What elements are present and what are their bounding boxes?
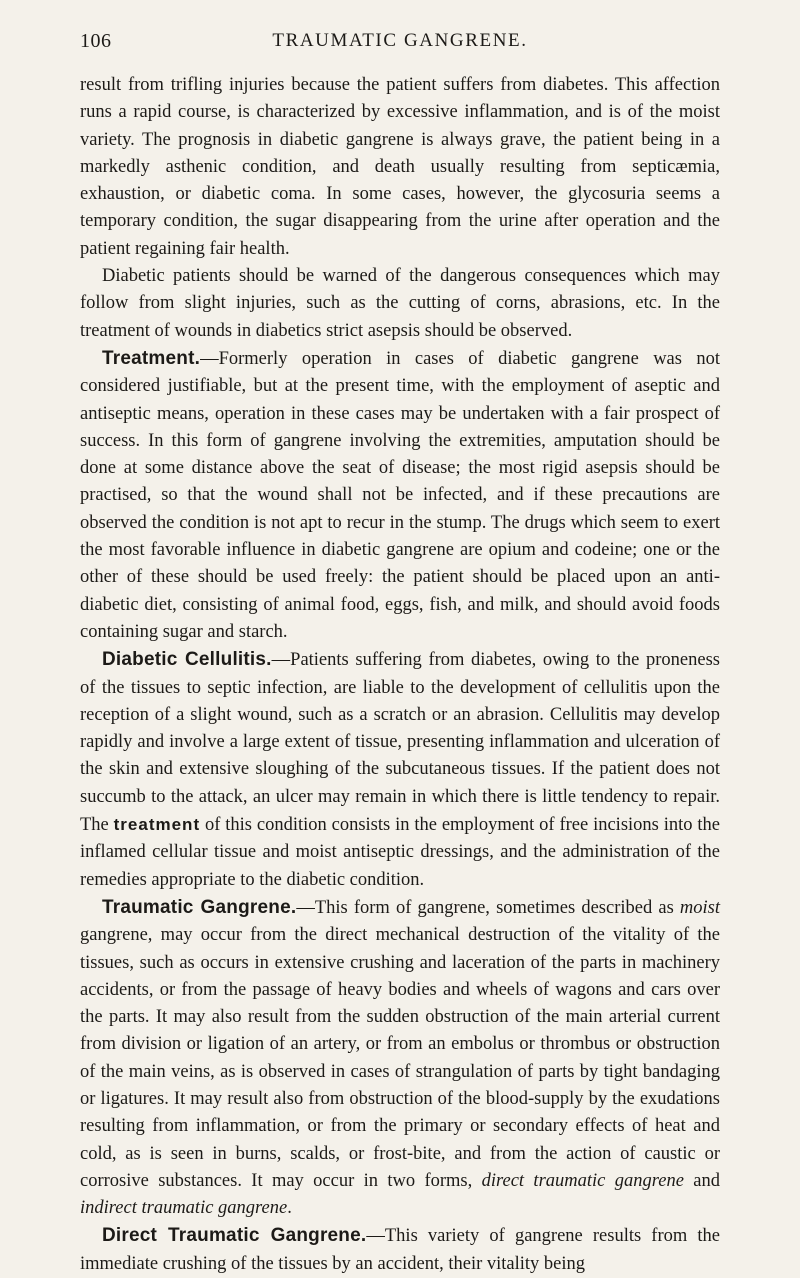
paragraph-text: —Patients suffering from diabetes, owing to the proneness of the tissues to septic infection, are liable to the development of cellulitis upon the reception of a slight wound, such as a scratch or an abrasion. Cellulitis may develop rapidly and involve a large extent of tissue, presenting inflammation and ulceration of the skin and extensive sloughing of the subcutaneous tissues. If the patient does not succumb to the attack, an ulcer may remain in which there is little tendency to repair. The [80, 650, 720, 836]
page-header [80, 30, 720, 56]
paragraph-text: result from trifling injuries because the patient suffers from diabetes. This affection runs a rapid course, is characterized by excessive inflammation, and is of the moist variety. The prognosis in diabetic gangrene is always grave, the patient being in a markedly asthenic condition, and death usually resulting from septicæmia, exhaustion, or diabetic coma. In some cases, however, the glycosuria seems a temporary condition, the sugar disappearing from the urine after operation and the patient regaining fair health. [80, 75, 720, 259]
section-heading-direct-traumatic-gangrene: Direct Traumatic Gangrene. [102, 1225, 367, 1247]
body-text [80, 72, 720, 1278]
paragraph-text: —Formerly operation in cases of diabetic gangrene was not considered justifiable, but at the present time, with the employment of aseptic and antiseptic means, operation in these cases may be undertaken with a fair prospect of success. In this form of gangrene involving the extremities, amputation should be done at some distance above the seat of disease; the most rigid asepsis should be practised, so that the wound shall not be infected, and if these precautions are observed the condition is not apt to recur in the stump. The drugs which seem to exert the most favorable influence in diabetic gangrene are opium and codeine; one or the other of these should be used freely: the patient should be placed upon an anti-diabetic diet, consisting of animal food, eggs, fish, and milk, and should avoid foods containing sugar and starch. [80, 348, 720, 642]
paragraph-text: of this condition consists in the employment of free incisions into the inflamed cellular tissue and moist antiseptic dressings, and the administration of the remedies appropriate to the diabetic condition. [80, 815, 720, 890]
paragraph-text: and [683, 1170, 720, 1191]
paragraph-text: gangrene, may occur from the direct mechanical destruction of the vitality of the tissues, such as occurs in extensive crushing and laceration of the parts in machinery accidents, or from the passage of heavy bodies and wheels of wagons and cars over the parts. It may also result from the sudden obstruction of the main arterial current from division or ligation of an artery, or from an embolus or thrombus or obstruction of the main veins, as is observed in cases of strangulation of parts by tight bandaging or ligatures. It may result also from obstruction of the blood-supply by the exudations resulting from inflammation, or from the primary or secondary effects of heat and cold, as is seen in burns, scalds, or frost-bite, and from the action of caustic or corrosive substances. It may occur in two forms, [80, 925, 720, 1191]
italic-term-indirect: indirect traumatic gangrene [80, 1198, 288, 1219]
section-heading-diabetic-cellulitis: Diabetic Cellulitis. [102, 649, 272, 671]
italic-term-moist: moist [679, 897, 720, 918]
running-head: TRAUMATIC GANGRENE. [272, 30, 528, 51]
paragraph-text: —This variety of gangrene results from the immediate crushing of the tissues by an accident, their vitality being [80, 1226, 721, 1274]
paragraph-diabetic-cellulitis [80, 646, 720, 894]
paragraph-traumatic-gangrene [80, 894, 720, 1223]
italic-term-direct: direct traumatic gangrene [481, 1170, 684, 1191]
section-heading-treatment: Treatment. [102, 347, 201, 369]
paragraph-text: . [287, 1198, 292, 1219]
paragraph-direct-traumatic-gangrene [80, 1222, 720, 1278]
section-heading-traumatic-gangrene: Traumatic Gangrene. [102, 896, 297, 918]
paragraph-warning [80, 263, 720, 345]
paragraph-text: —This form of gangrene, sometimes described as [296, 897, 680, 918]
paragraph-text: Diabetic patients should be warned of the dangerous consequences which may follow from slight injuries, such as the cutting of corns, abrasions, etc. In the treatment of wounds in diabetics strict asepsis should be observed. [80, 266, 720, 341]
run-in-heading-treatment: treatment [113, 815, 201, 835]
page-number: 106 [80, 30, 112, 52]
paragraph-diabetic-course [80, 72, 720, 263]
paragraph-treatment [80, 345, 720, 646]
